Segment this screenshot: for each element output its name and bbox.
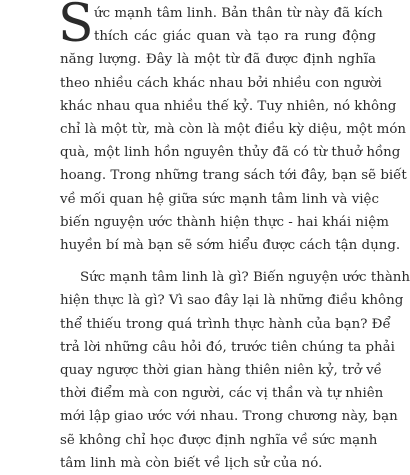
text-line: huyền bí mà bạn sẽ sớm hiểu được cách tận dụng. [60, 238, 401, 254]
book-page [58, 0, 410, 471]
text-line: thể thiếu trong quá trình thực hành của bạn? Để [60, 316, 391, 332]
text-line: khác nhau qua nhiều thế kỷ. Tuy nhiên, nó không [60, 98, 397, 114]
text-line: sẽ không chỉ học được định nghĩa về sức mạnh [60, 432, 378, 448]
drop-cap-letter: S [58, 0, 94, 54]
paragraph-2 [60, 266, 410, 475]
text-line: năng lượng. Đây là một từ đã được định nghĩa [60, 52, 376, 68]
text-line: chỉ là một từ, mà còn là một điều kỳ diệu, một món [60, 122, 407, 138]
text-line: quay ngược thời gian hàng thiên niên kỷ, trở về [60, 363, 382, 379]
text-line: hoang. Trong những trang sách tới đây, bạn sẽ biết [60, 168, 407, 184]
text-line: trả lời những câu hỏi đó, trước tiên chúng ta phải [60, 339, 395, 355]
paragraph-1 [60, 2, 407, 257]
text-line: ức mạnh tâm linh. Bản thân từ này đã kích [94, 6, 383, 21]
text-line: thời điểm mà con người, các vị thần và tự nhiên [60, 386, 384, 402]
text-line: Sức mạnh tâm linh là gì? Biến nguyện ước thành [80, 270, 410, 286]
text-line: hiện thực là gì? Vì sao đây lại là những điều không [60, 293, 404, 309]
text-line: tâm linh mà còn biết về lịch sử của nó. [60, 455, 323, 471]
text-line: biến nguyện ước thành hiện thực - hai khái niệm [60, 214, 389, 230]
text-line: theo nhiều cách khác nhau bởi nhiều con người [60, 75, 382, 91]
text-line: mới lập giao ước với nhau. Trong chương này, bạn [60, 409, 398, 425]
text-line: về mối quan hệ giữa sức mạnh tâm linh và việc [60, 191, 379, 207]
text-line: thích các giác quan và tạo ra rung động [94, 29, 376, 45]
text-line: quà, một linh hồn nguyên thủy đã có từ thuở hồng [60, 145, 401, 161]
